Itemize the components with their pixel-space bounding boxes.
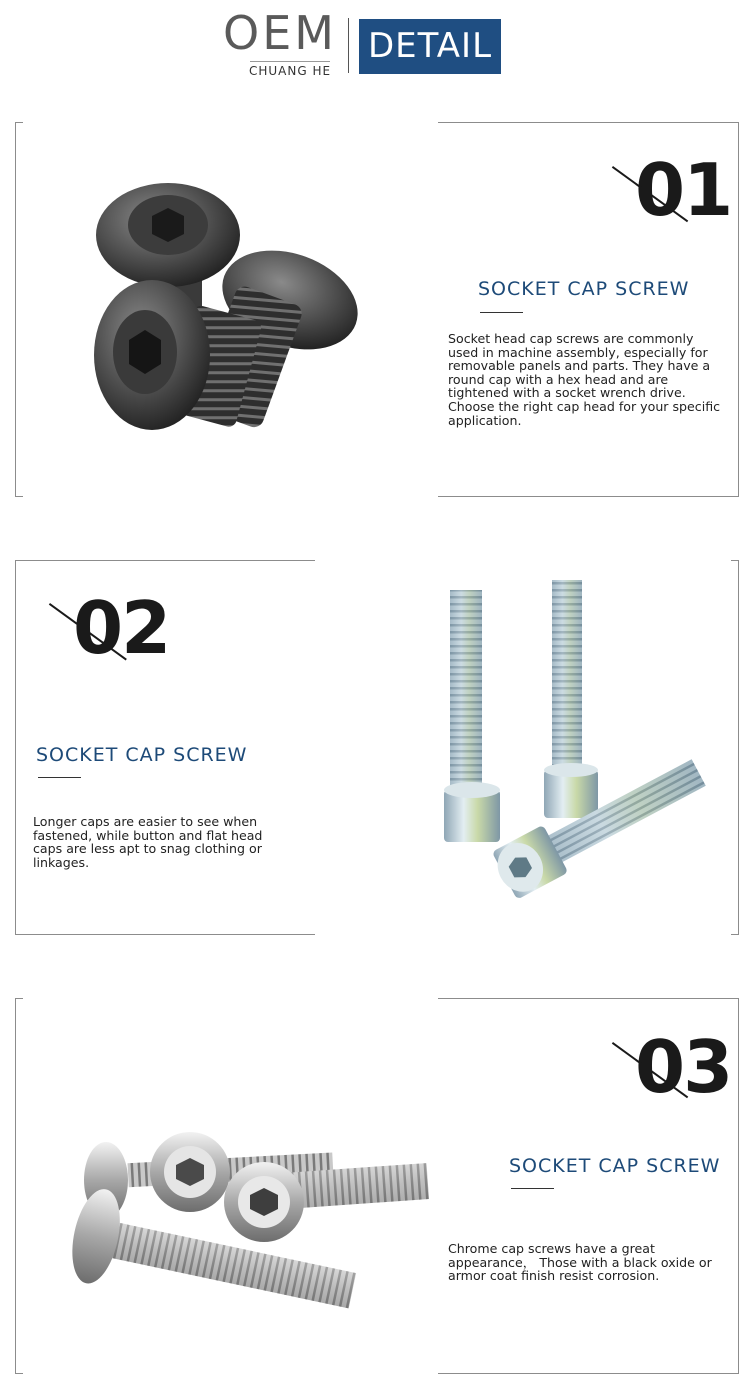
section-title: SOCKET CAP SCREW bbox=[509, 1155, 721, 1177]
section-title: SOCKET CAP SCREW bbox=[36, 744, 248, 766]
header-separator bbox=[348, 18, 349, 73]
section-description: Chrome cap screws have a great appearance， Those with a black oxide or armor coat finish resist corrosion. bbox=[448, 1241, 712, 1284]
section-number: 01 bbox=[635, 148, 732, 232]
product-image-zinc-screws bbox=[440, 575, 720, 915]
left-bracket bbox=[15, 998, 23, 1374]
product-image-stainless-screws bbox=[68, 1130, 438, 1340]
product-image-black-screws bbox=[90, 180, 370, 440]
section-number: 02 bbox=[73, 586, 170, 670]
section-number: 03 bbox=[635, 1025, 732, 1109]
logo-divider bbox=[250, 61, 330, 62]
section-title: SOCKET CAP SCREW bbox=[478, 278, 690, 300]
detail-badge: DETAIL bbox=[359, 19, 501, 74]
section-description: Socket head cap screws are commonly used in machine assembly, especially for removable panels and parts. They have a round cap with a hex head and are tightened with a socket wrench drive. Choose the right cap head for your specific application. bbox=[448, 331, 721, 428]
section-description: Longer caps are easier to see when fastened, while button and flat head caps are less apt to snag clothing or linkages. bbox=[33, 814, 263, 870]
title-underline bbox=[480, 312, 523, 313]
oem-logo-text: OEM bbox=[223, 6, 337, 60]
company-name: CHUANG HE bbox=[248, 64, 332, 78]
left-bracket bbox=[15, 122, 23, 497]
right-bracket bbox=[731, 560, 739, 935]
title-underline bbox=[511, 1188, 554, 1189]
title-underline bbox=[38, 777, 81, 778]
